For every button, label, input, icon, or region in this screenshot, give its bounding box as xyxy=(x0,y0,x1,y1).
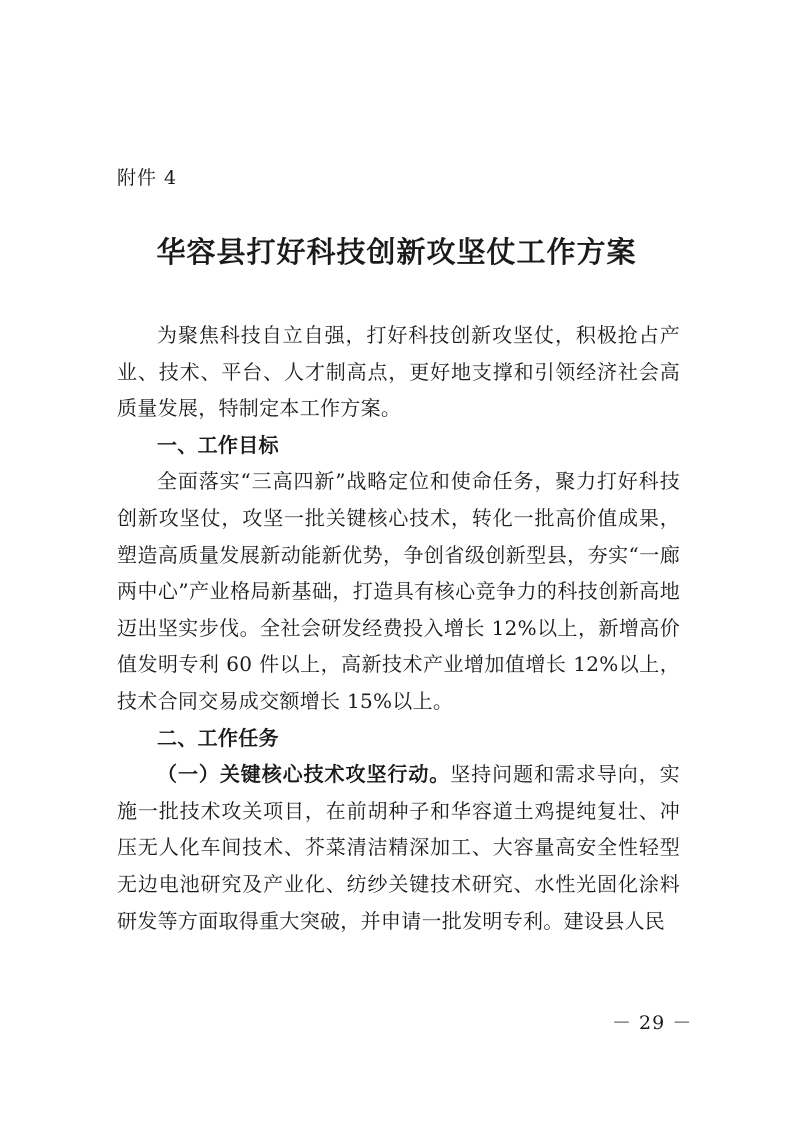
goals-paragraph: 全面落实“三高四新”战略定位和使命任务，聚力打好科技创新攻坚仗，攻坚一批关键核心技术，转化一批高价值成果，塑造高质量发展新动能新优势，争创省级创新型县，夯实“一廊两中心”产业格局新基础，打造具有核心竞争力的科技创新高地迈出坚实步伐。全社会研发经费投入增长 12%以上，新增高价值发明专利 60 件以上，高新技术产业增加值增长 12%以上，技术合同交易成交额增长 15%以上。 xyxy=(117,469,680,713)
task-item-body: 坚持问题和需求导向，实施一批技术攻关项目，在前胡种子和华容道土鸡提纯复壮、冲压无人化车间技术、芥菜清洁精深加工、大容量高安全性轻型无边电池研究及产业化、纺纱关键技术研究、水性光固化涂料研发等方面取得重大突破，并申请一批发明专利。建设县人民 xyxy=(117,762,680,933)
intro-paragraph: 为聚焦科技自立自强，打好科技创新攻坚仗，积极抢占产业、技术、平台、人才制高点，更好地支撑和引领经济社会高质量发展，特制定本工作方案。 xyxy=(117,323,680,421)
document-title: 华容县打好科技创新攻坚仗工作方案 xyxy=(156,235,637,269)
section-heading-goals: 一、工作目标 xyxy=(157,432,279,457)
task-item-lead: （一）关键核心技术攻坚行动。 xyxy=(157,762,451,787)
section-heading-tasks: 二、工作任务 xyxy=(157,725,279,750)
page-number: － 29 － xyxy=(612,1012,693,1034)
document-body xyxy=(117,317,680,939)
attachment-label: 附件 4 xyxy=(117,167,178,189)
task-item-paragraph xyxy=(117,756,680,939)
